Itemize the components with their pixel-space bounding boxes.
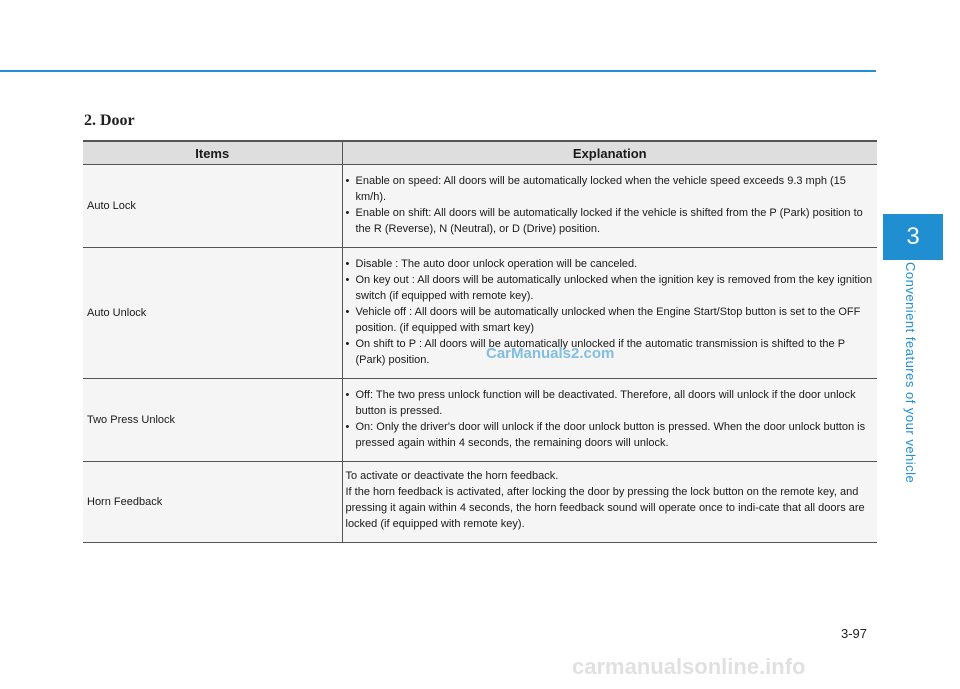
item-cell: Horn Feedback <box>83 462 342 543</box>
bullet-item: • On key out : All doors will be automatically unlocked when the ignition key is removed from the key ignition switch (if equipped with remote key). <box>346 272 875 304</box>
chapter-title-vertical: Convenient features of your vehicle <box>903 262 918 484</box>
door-settings-table <box>83 140 877 543</box>
top-divider <box>0 70 876 72</box>
item-cell: Auto Lock <box>83 165 342 248</box>
header-explanation: Explanation <box>342 141 877 165</box>
table-header-row <box>83 141 877 165</box>
item-cell: Auto Unlock <box>83 248 342 379</box>
explanation-cell <box>342 379 877 462</box>
paragraph: To activate or deactivate the horn feedback. <box>345 470 559 482</box>
chapter-tab: 3 <box>883 214 943 260</box>
bullet-item: • Vehicle off : All doors will be automatically unlocked when the Engine Start/Stop button is set to the OFF position. (if equipped with smart key) <box>346 304 875 336</box>
bullet-item: • Off: The two press unlock function will be deactivated. Therefore, all doors will unlock if the door unlock button is pressed. <box>346 387 875 419</box>
section-title: 2. Door <box>84 112 135 129</box>
table-row <box>83 379 877 462</box>
bullet-item: • Enable on shift: All doors will be automatically locked if the vehicle is shifted from the P (Park) position to the R (Reverse), N (Neutral), or D (Drive) position. <box>346 205 875 237</box>
table-row <box>83 165 877 248</box>
explanation-cell <box>342 165 877 248</box>
paragraph: If the horn feedback is activated, after locking the door by pressing the lock button on the remote key, and pressing it again within 4 seconds, the horn feedback sound will operate once to indi-cate that all doors are locked (if equipped with remote key). <box>345 486 865 530</box>
table-row <box>83 248 877 379</box>
table-row <box>83 462 877 543</box>
bullet-item: • On: Only the driver's door will unlock if the door unlock button is pressed. When the door unlock button is pressed again within 4 seconds, the remaining doors will unlock. <box>346 419 875 451</box>
item-cell: Two Press Unlock <box>83 379 342 462</box>
watermark-bottom: carmanualsonline.info <box>572 654 806 679</box>
bullet-item: • On shift to P : All doors will be automatically unlocked if the automatic transmission is shifted to the P (Park) position. <box>346 336 875 368</box>
bullet-item: • Disable : The auto door unlock operation will be canceled. <box>346 256 875 272</box>
explanation-cell <box>342 462 877 543</box>
header-items: Items <box>83 141 342 165</box>
page-number: 3-97 <box>841 626 868 641</box>
bullet-item: • Enable on speed: All doors will be automatically locked when the vehicle speed exceeds 9.3 mph (15 km/h). <box>346 173 875 205</box>
watermark-middle: CarManuals2.com <box>486 345 615 362</box>
